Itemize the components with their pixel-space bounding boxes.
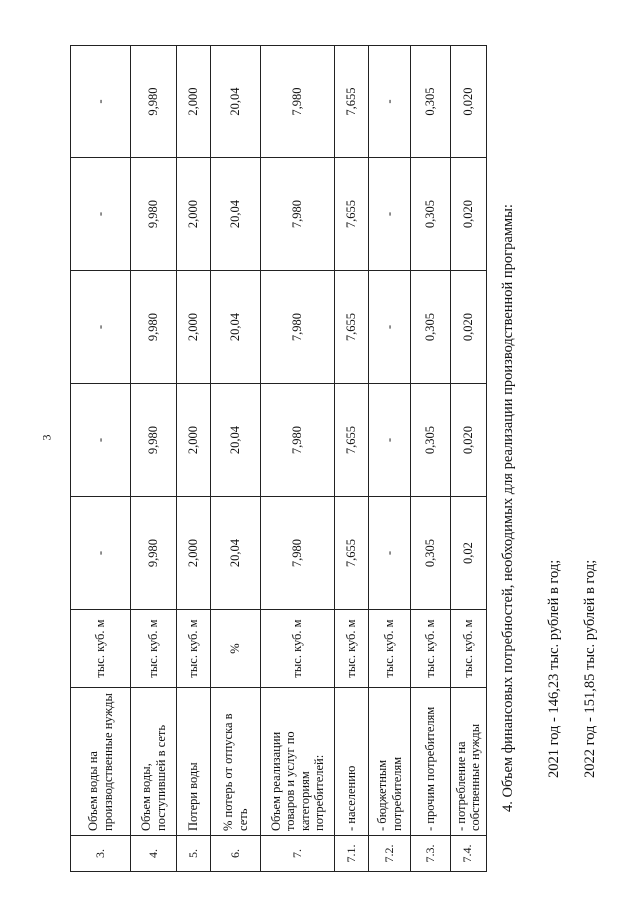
row-number: 7.3.	[411, 836, 451, 872]
row-value: -	[369, 384, 411, 497]
row-value: 2,000	[177, 497, 211, 610]
financial-line-2022: 2022 год - 151,85 тыс. рублей в год;	[582, 559, 598, 778]
row-value: 0,305	[411, 497, 451, 610]
row-unit: тыс. куб. м	[177, 610, 211, 688]
row-value: 20,04	[211, 46, 261, 158]
row-unit: тыс. куб. м	[131, 610, 177, 688]
row-value: 9,980	[131, 497, 177, 610]
row-value: 7,980	[261, 158, 335, 271]
table-row	[261, 46, 335, 872]
row-value: 7,980	[261, 384, 335, 497]
row-value: 20,04	[211, 497, 261, 610]
row-value: 0,305	[411, 384, 451, 497]
row-value: 7,980	[261, 271, 335, 384]
table-row	[177, 46, 211, 872]
row-value: 7,655	[335, 384, 369, 497]
row-value: -	[369, 271, 411, 384]
row-number: 7.	[261, 836, 335, 872]
row-value: -	[369, 158, 411, 271]
row-number: 7.4.	[451, 836, 487, 872]
row-unit: тыс. куб. м	[261, 610, 335, 688]
rotated-page-content	[70, 32, 630, 872]
table-row	[451, 46, 487, 872]
row-number: 7.1.	[335, 836, 369, 872]
table-row	[411, 46, 451, 872]
page-number: 3	[39, 434, 54, 441]
row-value: 0,020	[451, 384, 487, 497]
row-value: -	[71, 46, 131, 158]
row-unit: тыс. куб. м	[369, 610, 411, 688]
row-value: 0,305	[411, 158, 451, 271]
row-number: 7.2.	[369, 836, 411, 872]
water-program-table	[70, 45, 487, 872]
row-value: -	[369, 497, 411, 610]
row-value: 7,980	[261, 46, 335, 158]
row-unit: тыс. куб. м	[335, 610, 369, 688]
row-value: -	[71, 384, 131, 497]
row-indicator-name: - населению	[335, 688, 369, 836]
table-body	[71, 46, 487, 872]
table-row	[211, 46, 261, 872]
row-value: 0,020	[451, 46, 487, 158]
row-value: -	[71, 158, 131, 271]
row-indicator-name: % потерь от отпуска в сеть	[211, 688, 261, 836]
table-row	[71, 46, 131, 872]
row-value: 0,020	[451, 158, 487, 271]
table-row	[335, 46, 369, 872]
row-indicator-name: - прочим потребителям	[411, 688, 451, 836]
row-value: 7,655	[335, 158, 369, 271]
table-row	[369, 46, 411, 872]
row-unit: тыс. куб. м	[71, 610, 131, 688]
row-indicator-name: Объем воды на производственные нужды	[71, 688, 131, 836]
row-value: 0,02	[451, 497, 487, 610]
row-value: 2,000	[177, 158, 211, 271]
row-value: -	[71, 497, 131, 610]
row-value: 0,020	[451, 271, 487, 384]
row-indicator-name: Потери воды	[177, 688, 211, 836]
row-value: 7,980	[261, 497, 335, 610]
row-number: 6.	[211, 836, 261, 872]
row-value: 9,980	[131, 271, 177, 384]
row-unit: тыс. куб. м	[451, 610, 487, 688]
row-unit: тыс. куб. м	[411, 610, 451, 688]
row-number: 4.	[131, 836, 177, 872]
row-value: 9,980	[131, 46, 177, 158]
row-number: 3.	[71, 836, 131, 872]
row-indicator-name: Объем воды, поступившей в сеть	[131, 688, 177, 836]
section-heading: 4. Объем финансовых потребностей, необходимых для реализации производственной программы:	[500, 204, 516, 812]
row-value: 0,305	[411, 271, 451, 384]
row-value: 7,655	[335, 271, 369, 384]
row-value: -	[71, 271, 131, 384]
row-indicator-name: - бюджетным потребителям	[369, 688, 411, 836]
financial-line-2021: 2021 год - 146,23 тыс. рублей в год;	[546, 559, 562, 778]
row-value: 2,000	[177, 384, 211, 497]
row-value: 2,000	[177, 46, 211, 158]
row-unit: %	[211, 610, 261, 688]
row-value: 2,000	[177, 271, 211, 384]
row-value: 20,04	[211, 271, 261, 384]
row-number: 5.	[177, 836, 211, 872]
row-value: 20,04	[211, 384, 261, 497]
table-row	[131, 46, 177, 872]
row-value: 20,04	[211, 158, 261, 271]
row-value: 9,980	[131, 384, 177, 497]
row-value: 7,655	[335, 497, 369, 610]
row-indicator-name: Объем реализации товаров и услуг по категориям потребителей:	[261, 688, 335, 836]
row-indicator-name: - потребление на собственные нужды	[451, 688, 487, 836]
row-value: 9,980	[131, 158, 177, 271]
row-value: 0,305	[411, 46, 451, 158]
row-value: -	[369, 46, 411, 158]
row-value: 7,655	[335, 46, 369, 158]
